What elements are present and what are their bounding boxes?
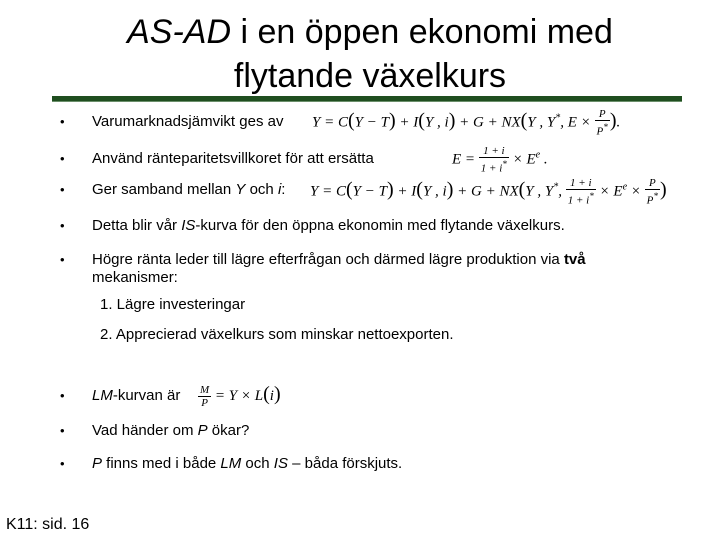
bullet-dot: • (60, 456, 65, 471)
bullet-text: Använd ränteparitetsvillkoret för att ersätta (92, 150, 374, 167)
bullet-text: Ger samband mellan Y och i: (92, 181, 286, 198)
bullet-both-shift (60, 455, 402, 473)
equation-goods-market: Y = C(Y − T) + I(Y , i) + G + NX(Y , Y*, E × $\frac{P}{P^*}$ ). (312, 108, 621, 138)
equation-interest-parity: E = $\frac{1 + i}{1 + i^*}$ × $E^e$ . (452, 145, 548, 175)
bullet-text: P finns med i både LM och IS – båda förskjuts. (92, 455, 403, 472)
bullet-text: LM-kurvan är (92, 387, 181, 404)
bullet-text: Detta blir vår IS-kurva för den öppna ekonomin med flytande växelkurs. (92, 217, 565, 234)
bullet-relation (60, 181, 285, 199)
bullet-text: Varumarknadsjämvikt ges av (92, 113, 284, 130)
bullet-dot: • (60, 423, 65, 438)
sub-item-exchange-rate: 2. Apprecierad växelkurs som minskar nettoexporten. (100, 326, 454, 343)
bullet-interest-parity (60, 150, 374, 168)
title-divider-shadow (52, 101, 682, 102)
bullet-dot: • (60, 388, 65, 403)
bullet-higher-rate (60, 251, 652, 287)
bullet-dot: • (60, 182, 65, 197)
bullet-dot: • (60, 114, 65, 129)
bullet-is-curve (60, 217, 565, 235)
equation-lm-curve: $\frac{M}{P}$ = Y × L(i) (200, 382, 281, 409)
bullet-goods-market (60, 113, 283, 131)
page-footer: K11: sid. 16 (6, 516, 90, 533)
bullet-lm-curve (60, 387, 180, 405)
title-prefix: AS-AD (127, 13, 232, 51)
title-line1-rest: i en öppen ekonomi med (231, 13, 613, 51)
slide-title (60, 10, 680, 98)
equation-is-curve: Y = C(Y − T) + I(Y , i) + G + NX(Y , Y*, $\frac{1 + i}{1 + i^*}$ × $E^e$ × $\frac{P}{P^*}$ ) (310, 177, 667, 207)
bullet-dot: • (60, 252, 65, 267)
bullet-text: Vad händer om P ökar? (92, 422, 250, 439)
title-line2: flytande växelkurs (233, 57, 507, 95)
sub-item-investment: 1. Lägre investeringar (100, 296, 246, 313)
bullet-text: Högre ränta leder till lägre efterfrågan och därmed lägre produktion via två mekanismer: (92, 251, 586, 286)
bullet-dot: • (60, 151, 65, 166)
bullet-p-increase (60, 422, 249, 440)
bullet-dot: • (60, 218, 65, 233)
